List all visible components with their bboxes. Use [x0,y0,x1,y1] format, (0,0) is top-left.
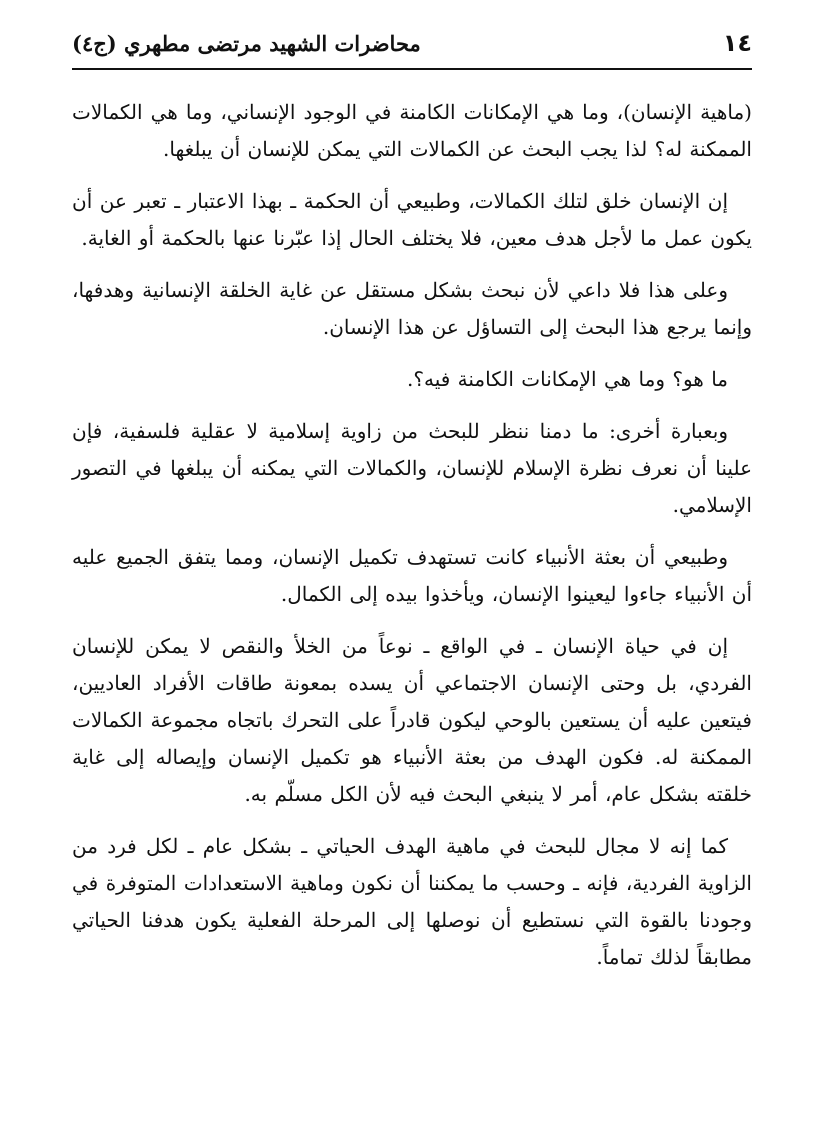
header-rule [72,68,752,70]
paragraph-8: كما إنه لا مجال للبحث في ماهية الهدف الحياتي ـ بشكل عام ـ لكل فرد من الزاوية الفردية، فإنه ـ وحسب ما يمكننا أن نكون وماهية الاستعدادات المتوفرة في وجودنا بالقوة التي نستطيع أن نوصلها إلى المرحلة الفعلية يكون هدفنا الحياتي مطابقاً لذلك تماماً. [72,834,752,969]
page-number: ١٤ [722,29,752,57]
page-header [72,26,752,68]
body-text [72,94,752,991]
paragraph-2: إن الإنسان خلق لتلك الكمالات، وطبيعي أن الحكمة ـ بهذا الاعتبار ـ تعبر عن أن يكون عمل ما لأجل هدف معين، فلا يختلف الحال إذا عبّرنا عنها بالحكمة أو الغاية. [72,189,752,250]
running-title: محاضرات الشهيد مرتضى مطهري (ج٤) [72,31,421,56]
paragraph-4: ما هو؟ وما هي الإمكانات الكامنة فيه؟. [407,367,728,391]
paragraph-5: وبعبارة أخرى: ما دمنا ننظر للبحث من زاوية إسلامية لا عقلية فلسفية، فإن علينا أن نعرف نظرة الإسلام للإنسان، والكمالات التي يمكنه أن يبلغها في التصور الإسلامي. [72,419,752,517]
paragraph-6: وطبيعي أن بعثة الأنبياء كانت تستهدف تكميل الإنسان، ومما يتفق الجميع عليه أن الأنبياء جاءوا ليعينوا الإنسان، ويأخذوا بيده إلى الكمال. [72,545,752,606]
paragraph-1: (ماهية الإنسان)، وما هي الإمكانات الكامنة في الوجود الإنساني، وما هي الكمالات الممكنة له؟ لذا يجب البحث عن الكمالات التي يمكن للإنسان أن يبلغها. [72,100,752,161]
paragraph-3: وعلى هذا فلا داعي لأن نبحث بشكل مستقل عن غاية الخلقة الإنسانية وهدفها، وإنما يرجع هذا البحث إلى التساؤل عن هذا الإنسان. [72,278,752,339]
paragraph-7: إن في حياة الإنسان ـ في الواقع ـ نوعاً من الخلأ والنقص لا يمكن للإنسان الفردي، بل وحتى الإنسان الاجتماعي أن يسده بمعونة طاقات الأفراد العاديين، فيتعين عليه أن يستعين بالوحي ليكون قادراً على التحرك باتجاه مجموعة الكمالات الممكنة له. فكون الهدف من بعثة الأنبياء هو تكميل الإنسان وإيصاله إلى غاية خلقته بشكل عام، أمر لا ينبغي البحث فيه لأن الكل مسلّم به. [72,634,752,806]
